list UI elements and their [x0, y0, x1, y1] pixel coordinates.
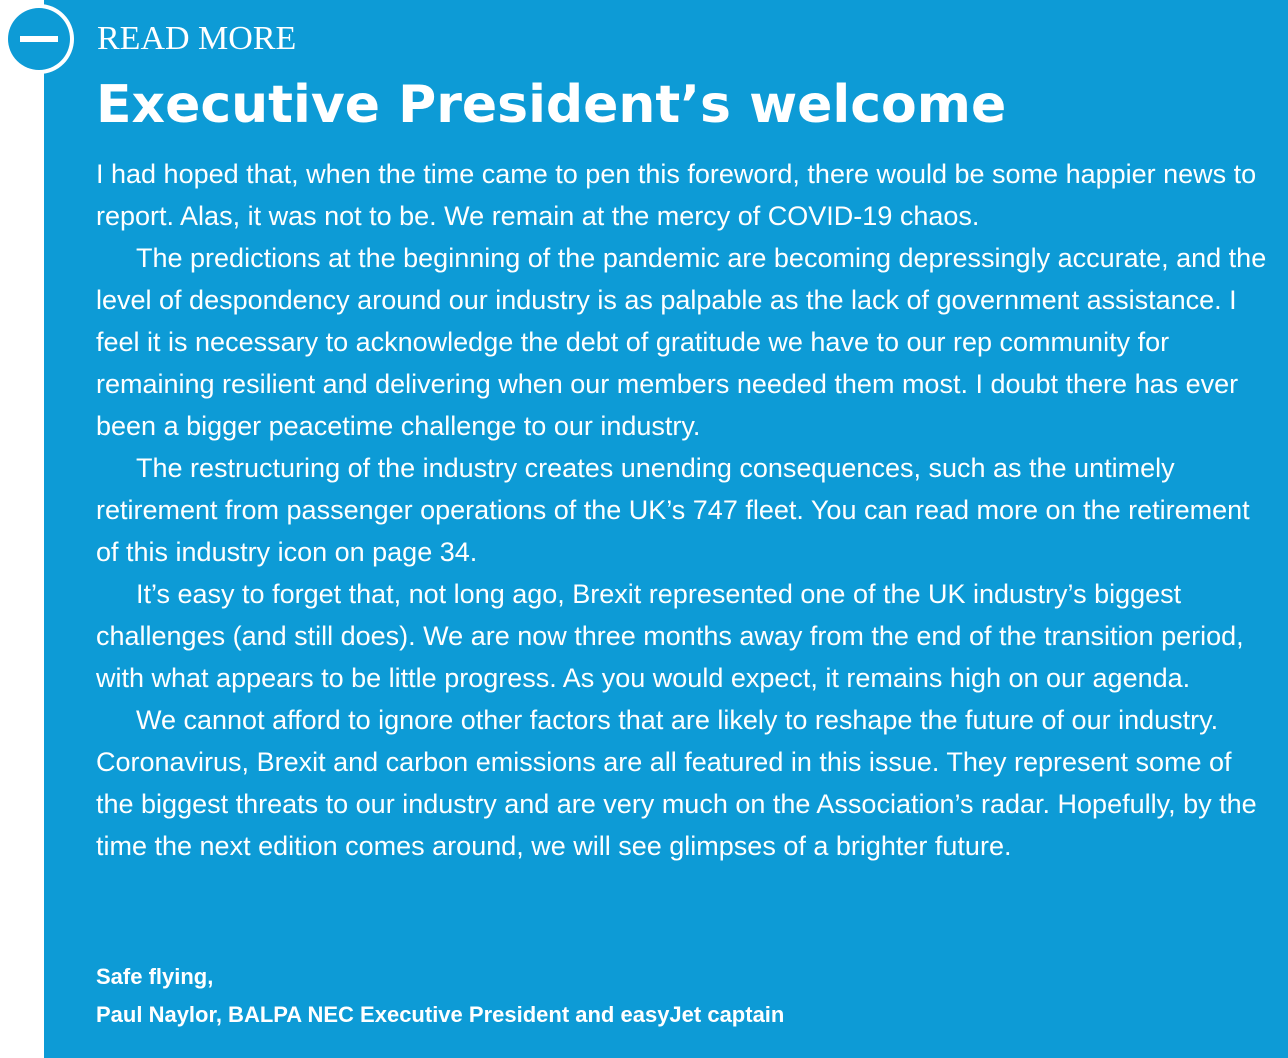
read-more-label[interactable]: READ MORE — [97, 20, 297, 57]
collapse-toggle-button[interactable] — [4, 4, 74, 74]
article-paragraph: I had hoped that, when the time came to pen this foreword, there would be some happier news to report. Alas, it was not to be. We remain at the mercy of COVID-19 chaos. — [96, 159, 1257, 231]
signoff — [96, 958, 784, 1034]
article-paragraph: The restructuring of the industry creates unending consequences, such as the untimely retirement from passenger operations of the UK’s 747 fleet. You can read more on the retirement of this industry icon on page 34. — [96, 453, 1250, 567]
signoff-author: Paul Naylor, BALPA NEC Executive President and easyJet captain — [96, 1002, 785, 1027]
article-title: Executive President’s welcome — [96, 75, 1007, 135]
signoff-closing: Safe flying, — [96, 964, 214, 989]
article-body — [96, 153, 1276, 867]
minus-icon-bar — [20, 36, 58, 42]
minus-icon — [8, 8, 70, 70]
article-paragraph: We cannot afford to ignore other factors that are likely to reshape the future of our industry. Coronavirus, Brexit and carbon emissions are all featured in this issue. They represent some of the biggest threats to our industry and are very much on the Association’s radar. Hopefully, by the time the next edition comes around, we will see glimpses of a brighter future. — [96, 705, 1257, 861]
article-paragraph: It’s easy to forget that, not long ago, Brexit represented one of the UK industry’s biggest challenges (and still does). We are now three months away from the end of the transition period, with what appears to be little progress. As you would expect, it remains high on our agenda. — [96, 579, 1244, 693]
article-paragraph: The predictions at the beginning of the pandemic are becoming depressingly accurate, and the level of despondency around our industry is as palpable as the lack of government assistance. I feel it is necessary to acknowledge the debt of gratitude we have to our rep community for remaining resilient and delivering when our members needed them most. I doubt there has ever been a bigger peacetime challenge to our industry. — [96, 243, 1267, 441]
